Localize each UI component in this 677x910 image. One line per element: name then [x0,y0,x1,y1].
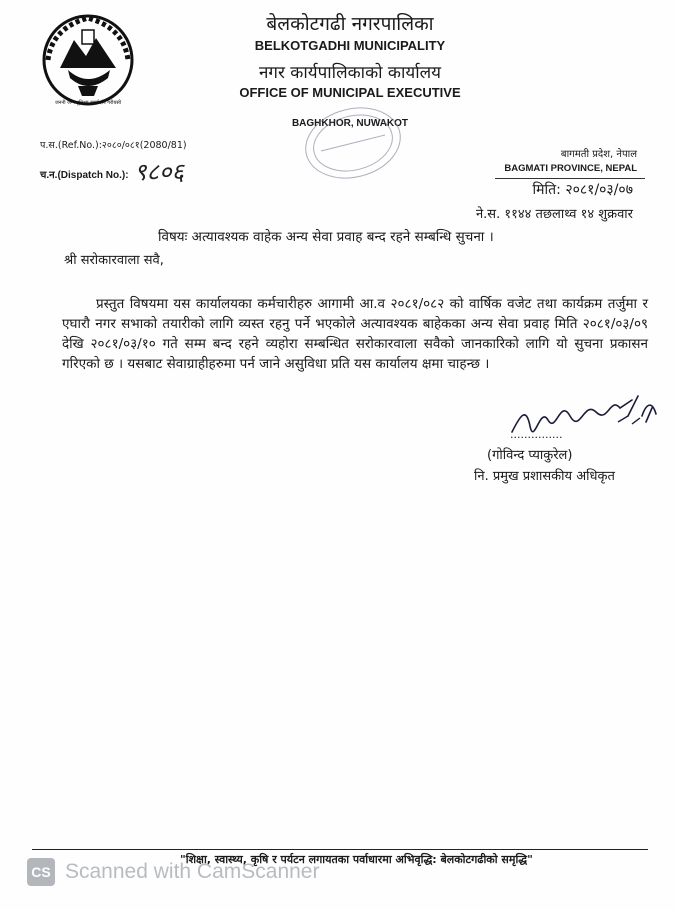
office-name-en: OFFICE OF MUNICIPAL EXECUTIVE [239,85,461,100]
dispatch-label: च.न.(Dispatch No.): [40,170,129,181]
municipality-name-np: बेलकोटगढी नगरपालिका [266,13,434,35]
letter-date: मिति: २०८१/०३/०७ [532,182,633,198]
dispatch-number: ९८०६ [134,158,184,186]
svg-text:जननी जन्मभूमिश्च स्वर्गादपि गर: जननी जन्मभूमिश्च स्वर्गादपि गरीयसी [54,100,122,106]
signatory-name: (गोविन्द प्याकुरेल) [487,448,573,463]
body-paragraph: प्रस्तुत विषयमा यस कार्यालयका कर्मचारीहरु आगामी आ.व २०८१/०८२ को वार्षिक वजेट तथा कार्यक्रम तर्जुमा र एघारौ नगर सभाको तयारीको लागि व्यस्त रहनु पर्ने भएकोले अत्यावश्यक बाहेकका अन्य सेवा प्रवाह मिति २०८१/०३/०९ देखि २०८१/०३/१० गते सम्म बन्द रहने व्यहोरा सम्बन्धित सरोकारवाला सवैको जानकारिको लागि यो सुचना प्रकासन गरिएको छ । यसबाट सेवाग्राहीहरुमा पर्न जाने असुविधा प्रति यस कार्यालय क्षमा चाहन्छ । [62,296,648,372]
municipality-name-en: BELKOTGADHI MUNICIPALITY [254,38,446,53]
letter-salutation: श्री सरोकारवाला सवै, [64,253,164,268]
office-location-en: BAGHKHOR, NUWAKOT [291,118,409,129]
date-divider [495,178,645,179]
office-stamp-icon [298,98,408,188]
office-name-np: नगर कार्यपालिकाको कार्यालय [258,63,442,83]
signatory-title: नि. प्रमुख प्रशासकीय अधिकृत [474,469,615,484]
nepal-emblem-icon [38,8,138,108]
footer-slogan: "शिक्षा, स्वास्थ्य, कृषि र पर्यटन लगायतका पर्वाधारमा अभिवृद्धि: बेलकोटगढीको समृद्धि" [180,853,533,866]
camscanner-text: Scanned with CamScanner [65,860,320,883]
signature-dots: ............... [510,428,563,441]
nepal-sambat-date: ने.स. ११४४ तछलाथ्व १४ शुक्रवार [475,207,633,222]
footer-divider [32,849,648,850]
province-np: बागमती प्रदेश, नेपाल [560,149,637,160]
camscanner-watermark [27,857,319,887]
reference-number: प.स.(Ref.No.):२०८०/०८१(2080/81) [40,140,187,151]
letter-subject: विषयः अत्यावश्यक वाहेक अन्य सेवा प्रवाह बन्द रहने सम्बन्धि सुचना । [158,229,494,245]
letter-body [62,294,648,374]
province-en: BAGMATI PROVINCE, NEPAL [504,163,637,174]
camscanner-logo-icon: CS [27,858,55,886]
